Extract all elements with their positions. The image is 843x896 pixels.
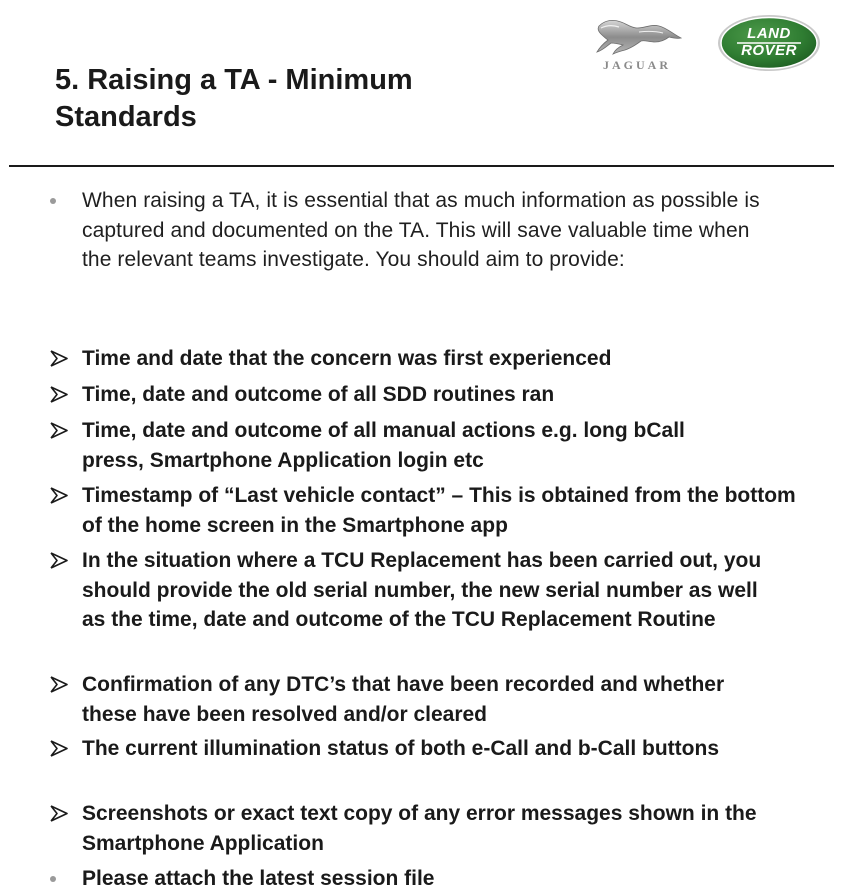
list-item-text: Timestamp of “Last vehicle contact” – This is obtained from the bottom of the home screen in the Smartphone app [82,484,796,537]
list-item-text: Confirmation of any DTC’s that have been recorded and whether these have been resolved and/or cleared [82,673,725,726]
list-item-text: Time and date that the concern was first experienced [82,347,612,370]
list-item [82,380,802,410]
list-item [82,734,762,764]
arrow-bullet-icon [48,380,72,409]
arrow-bullet-icon [48,734,72,763]
list-item [82,670,772,729]
intro-bullet [82,186,772,275]
land-rover-wordmark-line1: LAND [747,25,791,42]
list-item [82,799,762,858]
list-item [82,546,782,635]
list-item [82,344,802,374]
list-item-text: The current illumination status of both e-Call and b-Call buttons [82,737,720,760]
jaguar-wordmark: JAGUAR [603,58,671,72]
list-item-text: Time, date and outcome of all manual actions e.g. long bCall press, Smartphone Application login etc [82,419,685,472]
list-item-text: Please attach the latest session file [82,867,435,890]
list-item [82,481,802,540]
arrow-bullet-icon [48,416,72,445]
list-item [82,416,742,475]
intro-text: When raising a TA, it is essential that as much information as possible is captured and documented on the TA. This will save valuable time when the relevant teams investigate. You should aim to provide: [82,189,760,271]
arrow-bullet-icon [48,546,72,575]
round-bullet-icon [50,198,56,204]
list-item-text: In the situation where a TCU Replacement has been carried out, you should provide the old serial number, the new serial number as well as the time, date and outcome of the TCU Replacement Routine [82,549,762,631]
list-item-text: Screenshots or exact text copy of any error messages shown in the Smartphone Application [82,802,757,855]
arrow-bullet-icon [48,670,72,699]
arrow-bullet-icon [48,799,72,828]
slide-title: 5. Raising a TA - Minimum Standards [55,64,413,133]
round-bullet-icon [50,876,56,882]
list-item-text: Time, date and outcome of all SDD routines ran [82,383,555,406]
list-item [82,864,802,894]
land-rover-wordmark-line2: ROVER [741,42,797,59]
arrow-bullet-icon [48,481,72,510]
arrow-bullet-icon [48,344,72,373]
